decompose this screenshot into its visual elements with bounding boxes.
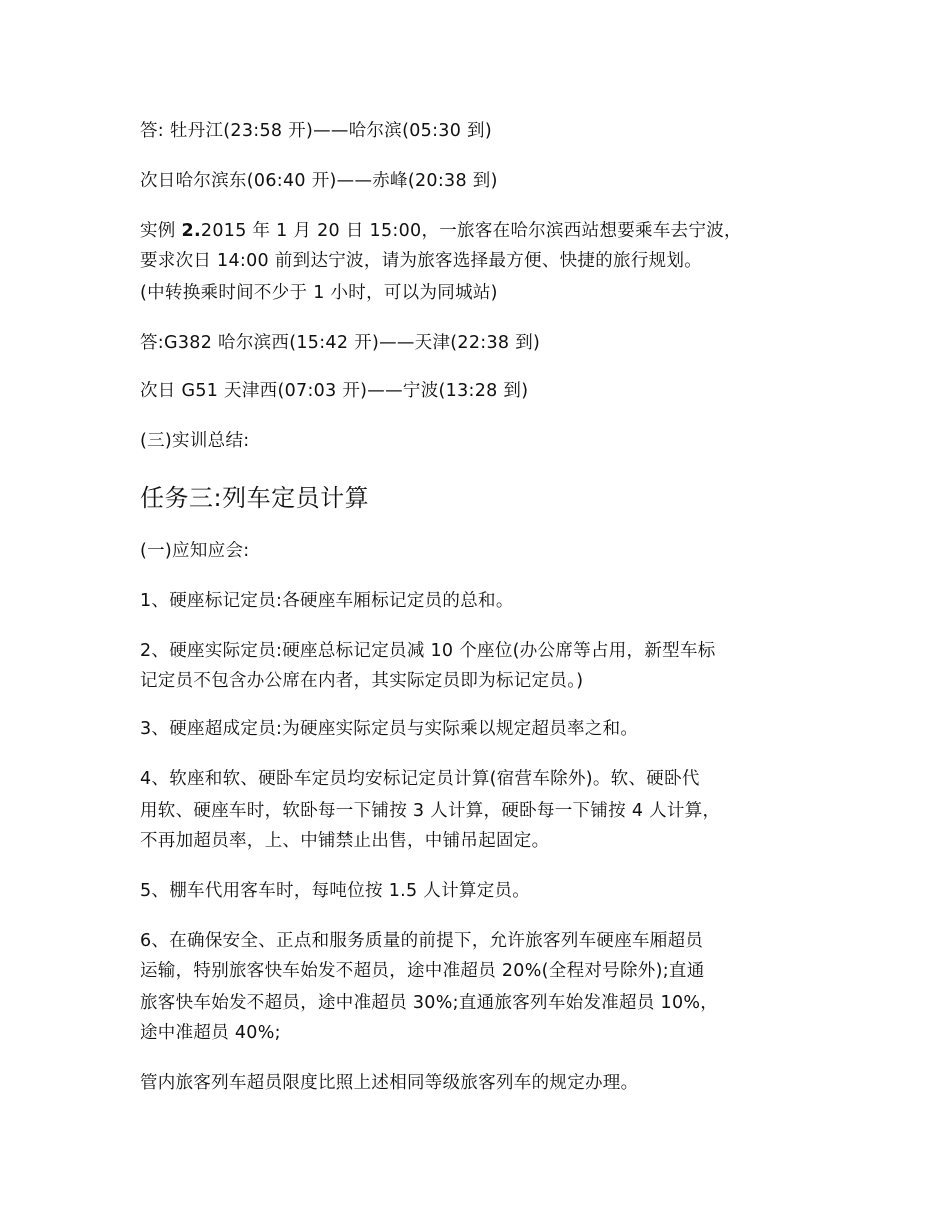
task3-item-2-line1: 2、硬座实际定员:硬座总标记定员减 10 个座位(办公席等占用，新型车标 [140, 641, 716, 661]
task3-item-1: 1、硬座标记定员:各硬座车厢标记定员的总和。 [140, 591, 514, 611]
example2-question-line3: (中转换乘时间不少于 1 小时，可以为同城站) [140, 283, 498, 303]
task3-item-6-line2: 运输，特别旅客快车始发不超员，途中准超员 20%(全程对号除外);直通 [140, 961, 705, 981]
task3-item-4-line1: 4、软座和软、硬卧车定员均安标记定员计算(宿营车除外)。软、硬卧代 [140, 769, 700, 789]
task3-item-4-line3: 不再加超员率，上、中铺禁止出售，中铺吊起固定。 [140, 831, 550, 851]
task3-item-2-line2: 记定员不包含办公席在内者，其实际定员即为标记定员。) [140, 671, 584, 691]
example2-question-text: 2015 年 1 月 20 日 15:00，一旅客在哈尔滨西站想要乘车去宁波， [200, 221, 742, 241]
task3-item-5: 5、棚车代用客车时，每吨位按 1.5 人计算定员。 [140, 881, 531, 901]
task3-item-3: 3、硬座超成定员:为硬座实际定员与实际乘以规定超员率之和。 [140, 719, 639, 739]
example2-question-line1 [140, 216, 830, 246]
example2-label-prefix: 实例 [140, 221, 182, 241]
example2-answer: 答:G382 哈尔滨西(15:42 开)——天津(22:38 到) [140, 333, 541, 353]
task3-subheading: (一)应知应会: [140, 541, 250, 561]
task3-item-6-line1: 6、在确保安全、正点和服务质量的前提下，允许旅客列车硬座车厢超员 [140, 931, 704, 951]
task3-item-6-line4: 途中准超员 40%; [140, 1023, 281, 1043]
task3-closing: 管内旅客列车超员限度比照上述相同等级旅客列车的规定办理。 [140, 1073, 639, 1093]
summary-heading: (三)实训总结: [140, 431, 250, 451]
example1-answer: 答: 牡丹江(23:58 开)——哈尔滨(05:30 到) [140, 121, 492, 141]
example2-label-number: 2. [181, 221, 201, 241]
task3-item-6-line3: 旅客快车始发不超员，途中准超员 30%;直通旅客列车始发准超员 10%， [140, 993, 719, 1013]
example2-question-line2: 要求次日 14:00 前到达宁波，请为旅客选择最方便、快捷的旅行规划。 [140, 251, 703, 271]
task3-title: 任务三:列车定员计算 [140, 484, 370, 512]
example1-next-day: 次日哈尔滨东(06:40 开)——赤峰(20:38 到) [140, 171, 498, 191]
example2-next-day: 次日 G51 天津西(07:03 开)——宁波(13:28 到) [140, 381, 529, 401]
task3-item-4-line2: 用软、硬座车时，软卧每一下铺按 3 人计算，硬卧每一下铺按 4 人计算， [140, 801, 721, 821]
